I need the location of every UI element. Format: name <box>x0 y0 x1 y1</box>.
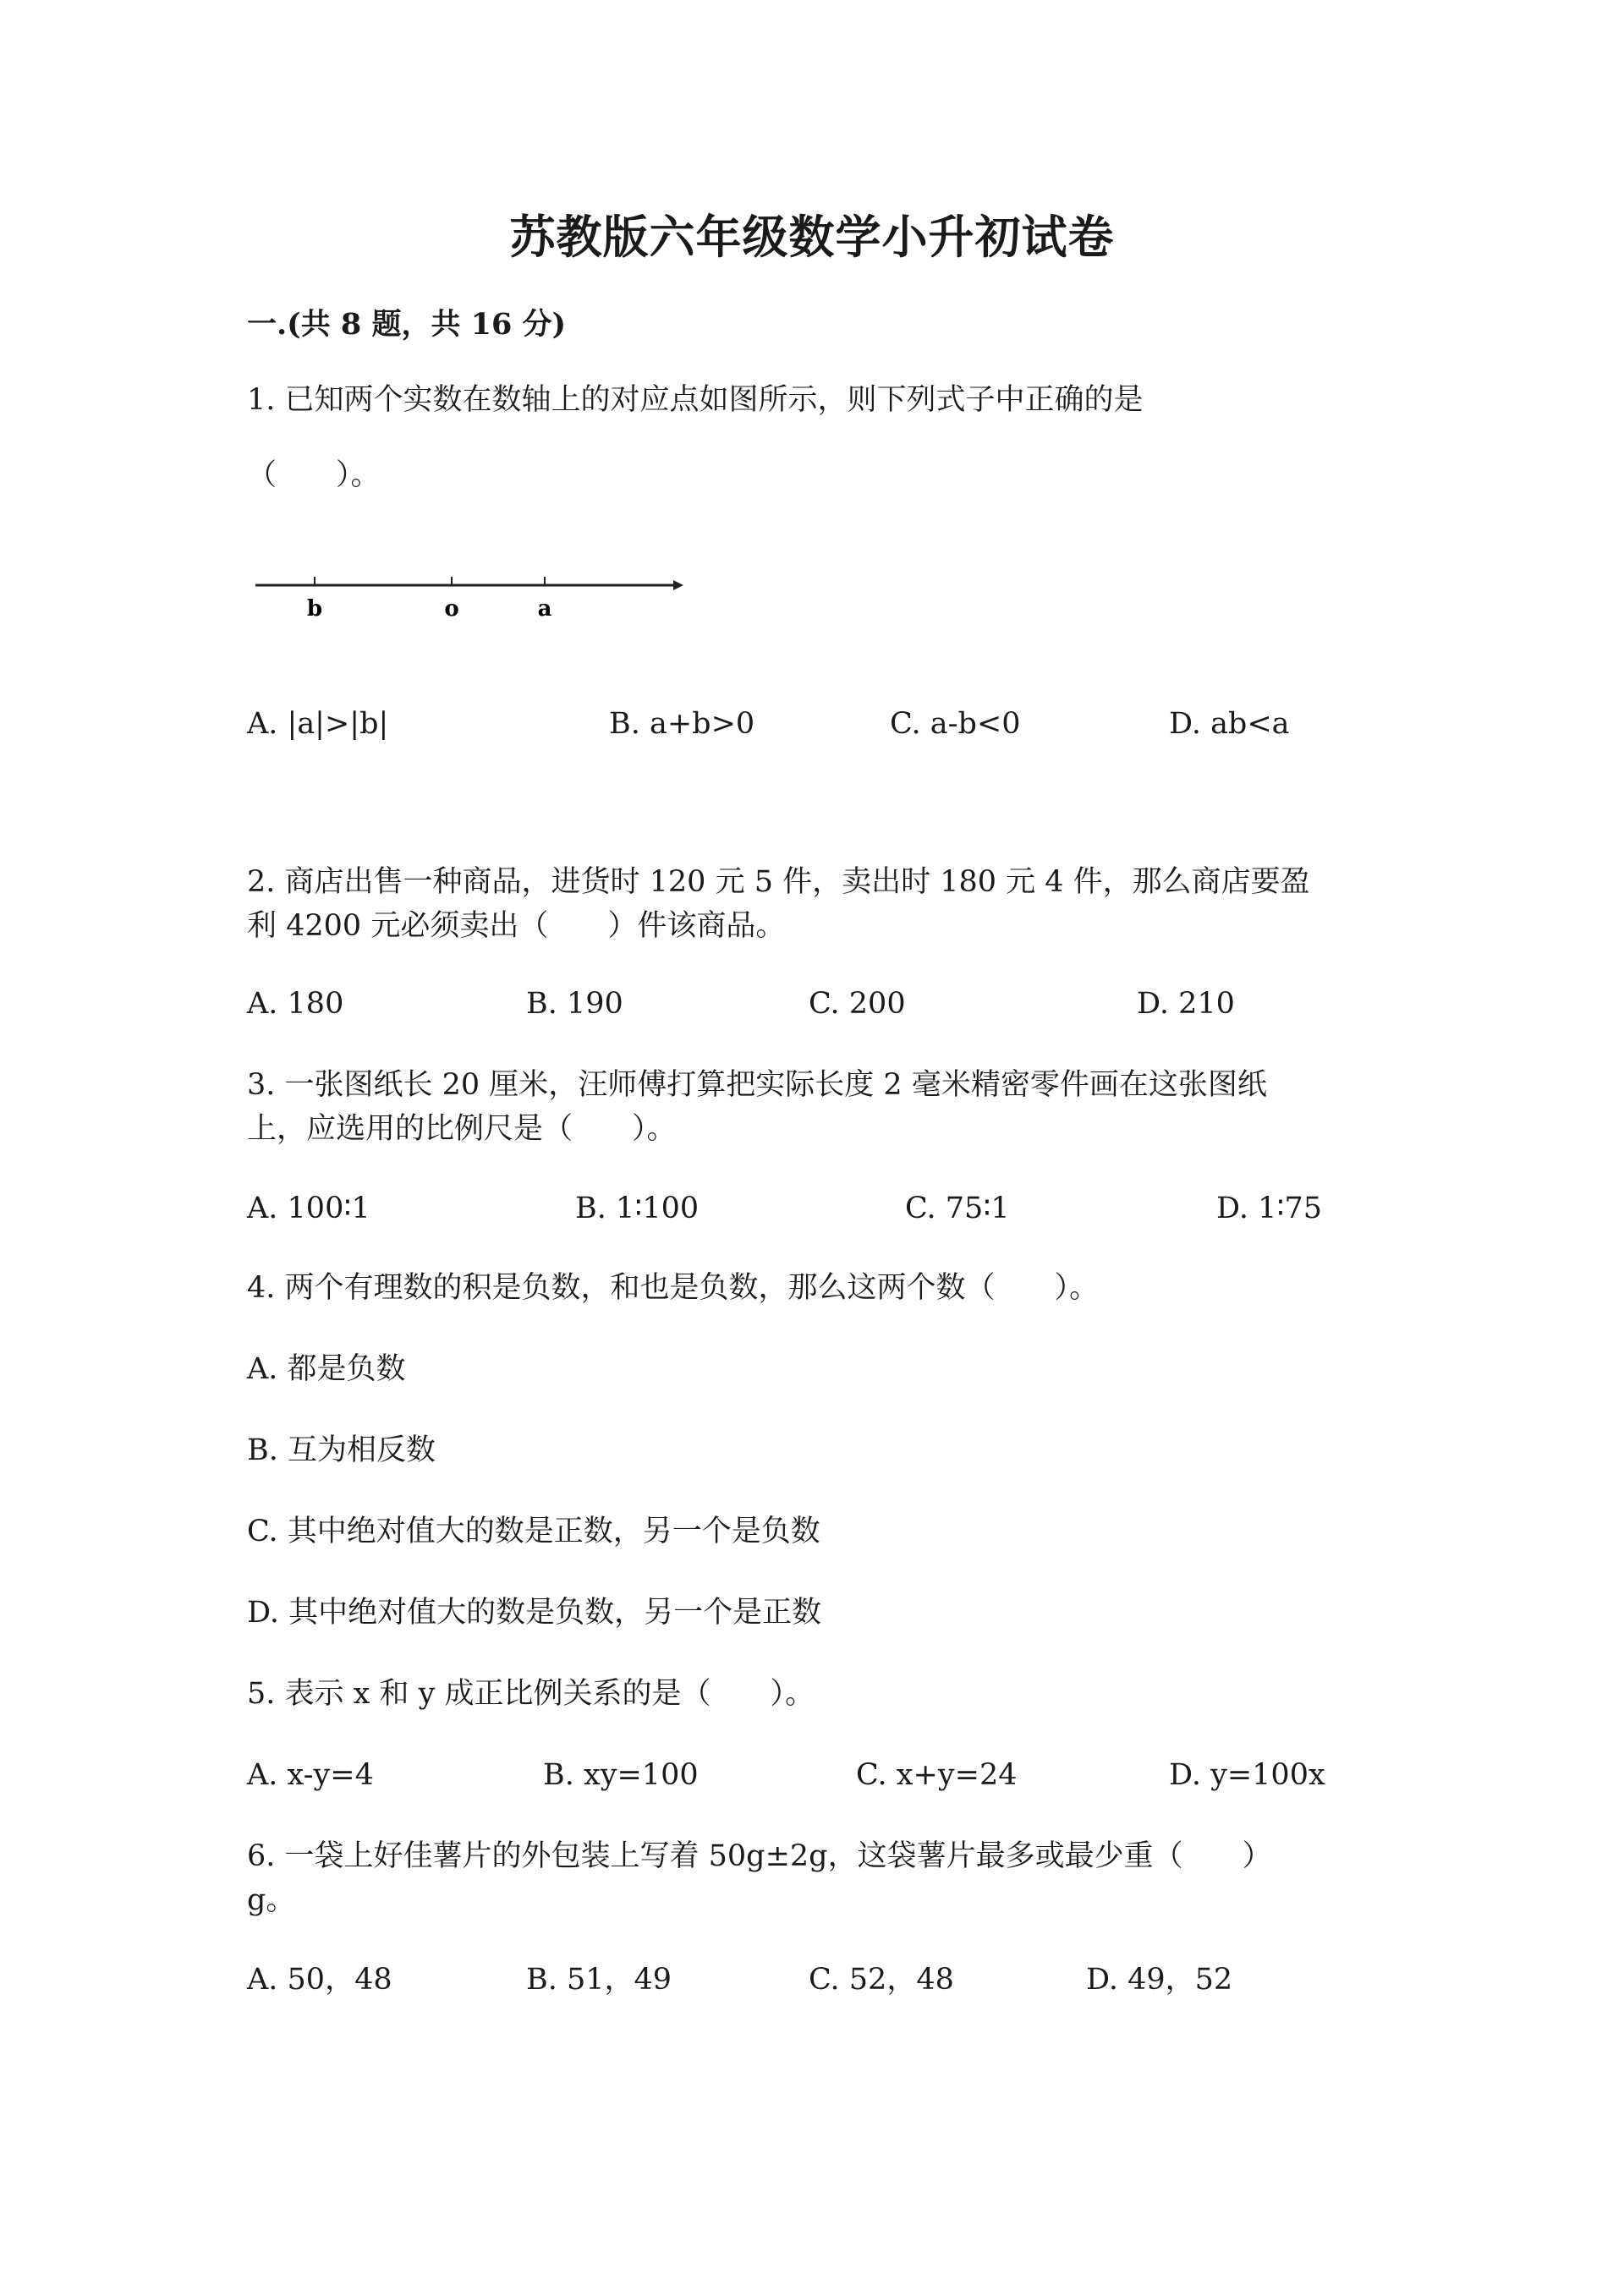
q4-option-b: B. 互为相反数 <box>247 1433 436 1467</box>
question-1-line-2: （ ）。 <box>247 458 381 492</box>
page-title: 苏教版六年级数学小升初试卷 <box>509 210 1115 264</box>
question-2-line-2: 利 4200 元必须卖出（ ）件该商品。 <box>247 909 786 943</box>
section-heading: 一.(共 8 题，共 16 分) <box>247 307 567 342</box>
number-line-arrow-icon <box>673 580 683 590</box>
q6-option-a: A. 50，48 <box>247 1963 392 1997</box>
q3-option-a: A. 100∶1 <box>247 1192 370 1225</box>
q3-option-c: C. 75∶1 <box>905 1192 1010 1225</box>
number-line-figure <box>250 558 690 626</box>
q6-option-b: B. 51，49 <box>526 1963 672 1997</box>
q5-option-a: A. x-y=4 <box>247 1758 374 1792</box>
q5-option-d: D. y=100x <box>1169 1758 1325 1792</box>
question-6-line-2: g。 <box>247 1883 296 1917</box>
q4-option-d: D. 其中绝对值大的数是负数，另一个是正数 <box>247 1596 822 1630</box>
question-3-line-2: 上，应选用的比例尺是（ ）。 <box>247 1112 677 1146</box>
q2-option-b: B. 190 <box>526 987 623 1021</box>
point-label-b: b <box>306 596 323 622</box>
q6-option-d: D. 49，52 <box>1086 1963 1233 1997</box>
question-2-line-1: 2. 商店出售一种商品，进货时 120 元 5 件，卖出时 180 元 4 件，那么商店要盈 <box>247 865 1310 899</box>
question-3-line-1: 3. 一张图纸长 20 厘米，汪师傅打算把实际长度 2 毫米精密零件画在这张图纸 <box>247 1068 1267 1102</box>
q4-option-c: C. 其中绝对值大的数是正数，另一个是负数 <box>247 1515 820 1548</box>
point-label-a: a <box>537 596 552 622</box>
question-6-line-1: 6. 一袋上好佳薯片的外包装上写着 50g±2g，这袋薯片最多或最少重（ ） <box>247 1839 1272 1873</box>
question-4-line-1: 4. 两个有理数的积是负数，和也是负数，那么这两个数（ ）。 <box>247 1271 1100 1305</box>
q1-option-c: C. a-b<0 <box>890 707 1021 741</box>
q3-option-d: D. 1∶75 <box>1216 1192 1322 1225</box>
question-5-line-1: 5. 表示 x 和 y 成正比例关系的是（ ）。 <box>247 1677 815 1711</box>
q5-option-b: B. xy=100 <box>543 1758 699 1792</box>
question-1-line-1: 1. 已知两个实数在数轴上的对应点如图所示，则下列式子中正确的是 <box>247 383 1144 417</box>
q6-option-c: C. 52，48 <box>809 1963 954 1997</box>
q2-option-c: C. 200 <box>809 987 906 1021</box>
q1-option-a: A. |a|>|b| <box>247 707 389 741</box>
q3-option-b: B. 1∶100 <box>575 1192 700 1225</box>
point-label-o: o <box>444 596 459 622</box>
q1-option-d: D. ab<a <box>1169 707 1290 741</box>
q5-option-c: C. x+y=24 <box>856 1758 1018 1792</box>
q2-option-a: A. 180 <box>247 987 344 1021</box>
q4-option-a: A. 都是负数 <box>247 1352 406 1386</box>
q2-option-d: D. 210 <box>1137 987 1235 1021</box>
q1-option-b: B. a+b>0 <box>609 707 755 741</box>
